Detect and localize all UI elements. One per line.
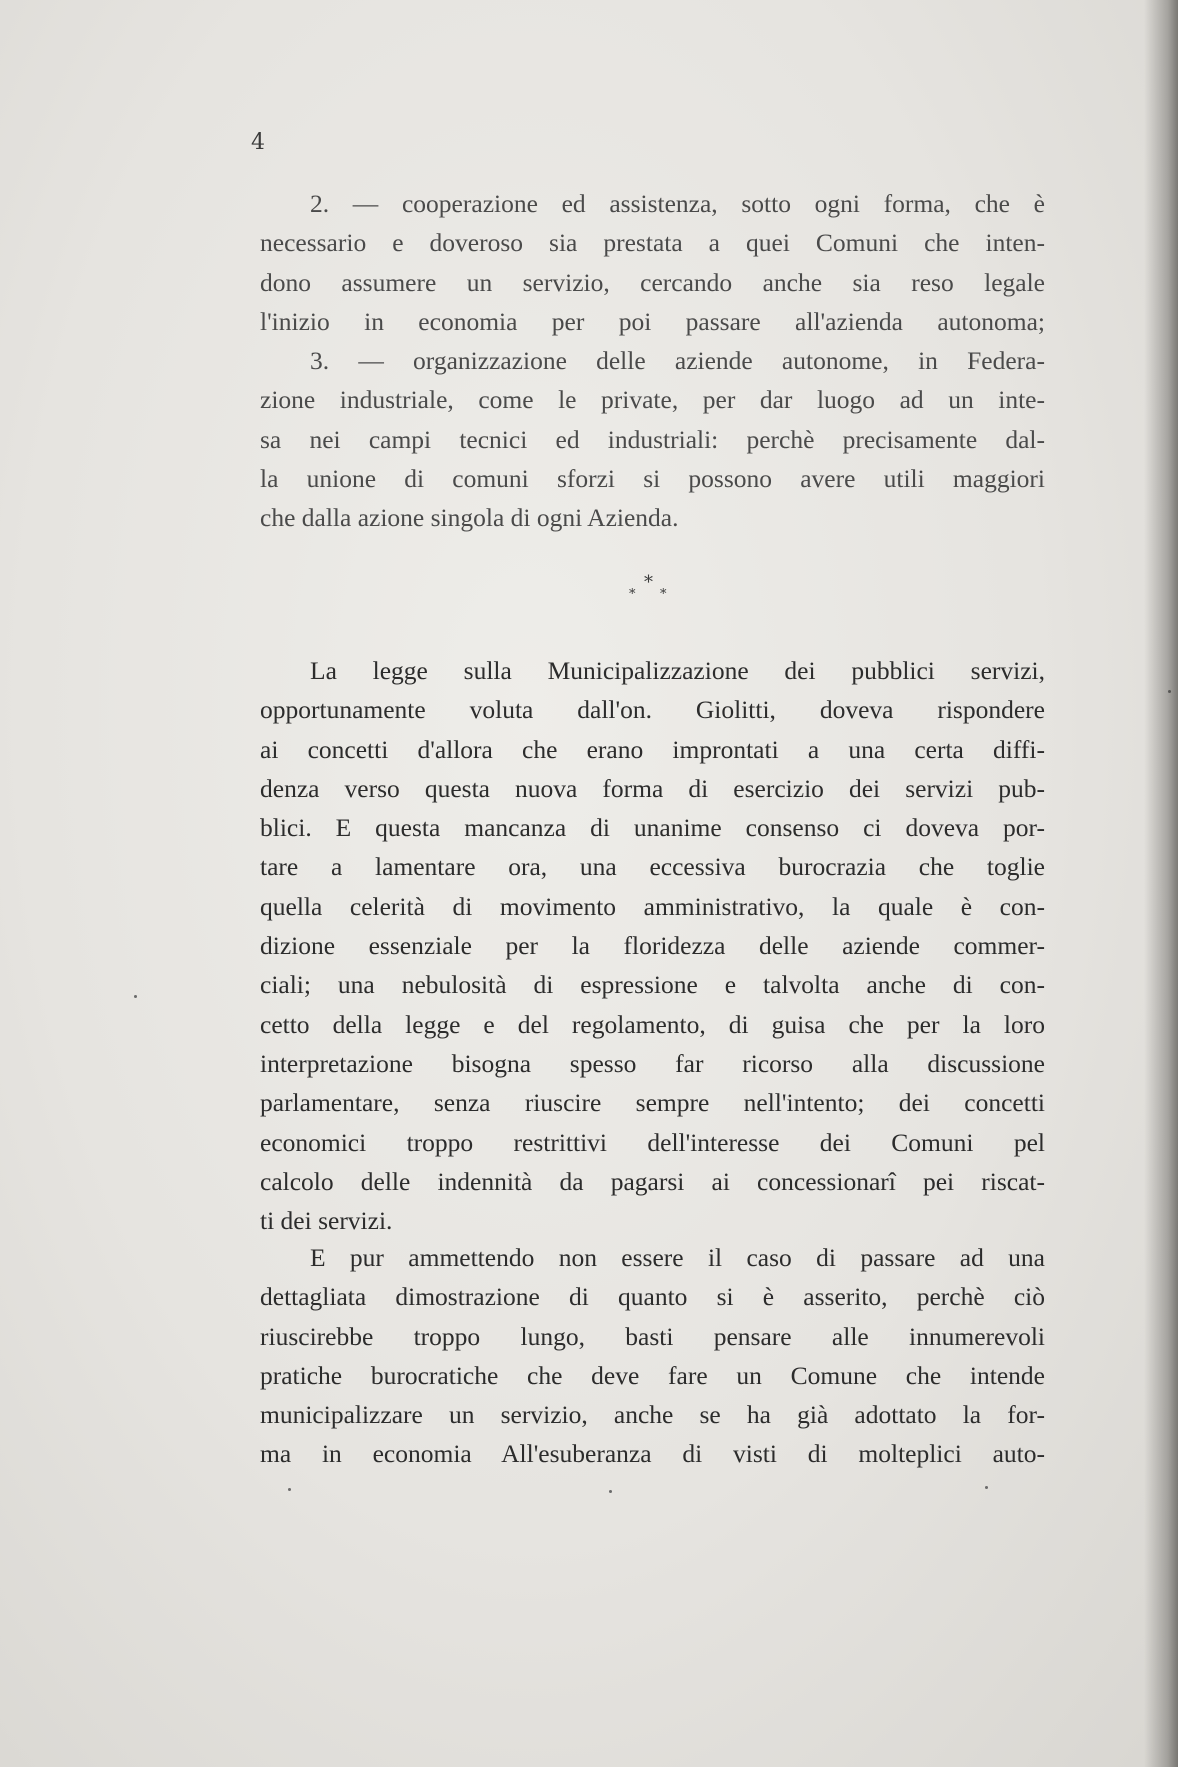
paragraph-line: pratiche burocratiche che deve fare un Comune che intende	[260, 1360, 1045, 1390]
paragraph-line: tare a lamentare ora, una eccessiva burocrazia che toglie	[260, 852, 1045, 882]
page-number: 4	[251, 130, 265, 155]
paragraph-line: E pur ammettendo non essere il caso di passare ad una	[310, 1243, 1045, 1272]
paragraph-line: economici troppo restrittivi dell'interesse dei Comuni pel	[260, 1127, 1045, 1157]
list-item-3-line: zione industriale, come le private, per dar luogo ad un inte-	[260, 385, 1045, 415]
section-separator-asterism	[620, 574, 680, 614]
list-item-2-line: 2. — cooperazione ed assistenza, sotto ogni forma, che è	[310, 189, 1045, 218]
paper-speck	[134, 995, 137, 998]
paragraph-line: riuscirebbe troppo lungo, basti pensare alle innumerevoli	[260, 1321, 1045, 1351]
list-item-2-line: dono assumere un servizio, cercando anche sia reso legale	[260, 267, 1045, 297]
paragraph-legge	[260, 651, 1045, 1240]
paper-speck	[985, 1486, 988, 1489]
list-item-3-line: sa nei campi tecnici ed industriali: perchè precisamente dal-	[260, 424, 1045, 454]
page-edge-shadow	[1144, 0, 1178, 1767]
paragraph-line: blici. E questa mancanza di unanime consenso ci doveva por-	[260, 813, 1045, 843]
paragraph-line: ciali; una nebulosità di espressione e talvolta anche di con-	[260, 970, 1045, 1000]
paragraph-line: La legge sulla Municipalizzazione dei pubblici servizi,	[310, 656, 1045, 685]
paragraph-line: denza verso questa nuova forma di esercizio dei servizi pub-	[260, 773, 1045, 803]
paragraph-line: calcolo delle indennità da pagarsi ai concessionarî pei riscat-	[260, 1166, 1045, 1196]
asterisk-top: *	[644, 572, 653, 593]
list-item-2-line: necessario e doveroso sia prestata a quei Comuni che inten-	[260, 228, 1045, 258]
paragraph-line: parlamentare, senza riuscire sempre nell'intento; dei concetti	[260, 1088, 1045, 1118]
paragraph-line: dettagliata dimostrazione di quanto si è asserito, perchè ciò	[260, 1282, 1045, 1312]
paragraph-line: interpretazione bisogna spesso far ricorso alla discussione	[260, 1048, 1045, 1078]
paragraph-ammettendo	[260, 1238, 1045, 1474]
paragraph-line: ai concetti d'allora che erano improntati a una certa diffi-	[260, 734, 1045, 764]
paragraph-line: municipalizzare un servizio, anche se ha già adottato la for-	[260, 1400, 1045, 1430]
numbered-list	[260, 184, 1045, 538]
list-item-3-line: che dalla azione singola di ogni Azienda.	[260, 503, 679, 533]
asterisk-left: *	[629, 587, 636, 602]
paragraph-line: dizione essenziale per la floridezza delle aziende commer-	[260, 931, 1045, 961]
paragraph-line: ti dei servizi.	[260, 1206, 393, 1236]
list-item-3-line: 3. — organizzazione delle aziende autonome, in Federa-	[310, 346, 1045, 376]
asterisk-right: *	[660, 587, 667, 602]
list-item-2-line: l'inizio in economia per poi passare all'azienda autonoma;	[260, 306, 1045, 336]
paper-speck	[609, 1490, 612, 1493]
paragraph-line: cetto della legge e del regolamento, di guisa che per la loro	[260, 1009, 1045, 1039]
paragraph-line: opportunamente voluta dall'on. Giolitti, doveva rispondere	[260, 695, 1045, 725]
list-item-3-line: la unione di comuni sforzi si possono avere utili maggiori	[260, 464, 1045, 494]
paragraph-line: quella celerità di movimento amministrativo, la quale è con-	[260, 891, 1045, 921]
paper-speck	[288, 1488, 291, 1491]
paragraph-line: ma in economia All'esuberanza di visti di molteplici auto-	[260, 1439, 1045, 1469]
